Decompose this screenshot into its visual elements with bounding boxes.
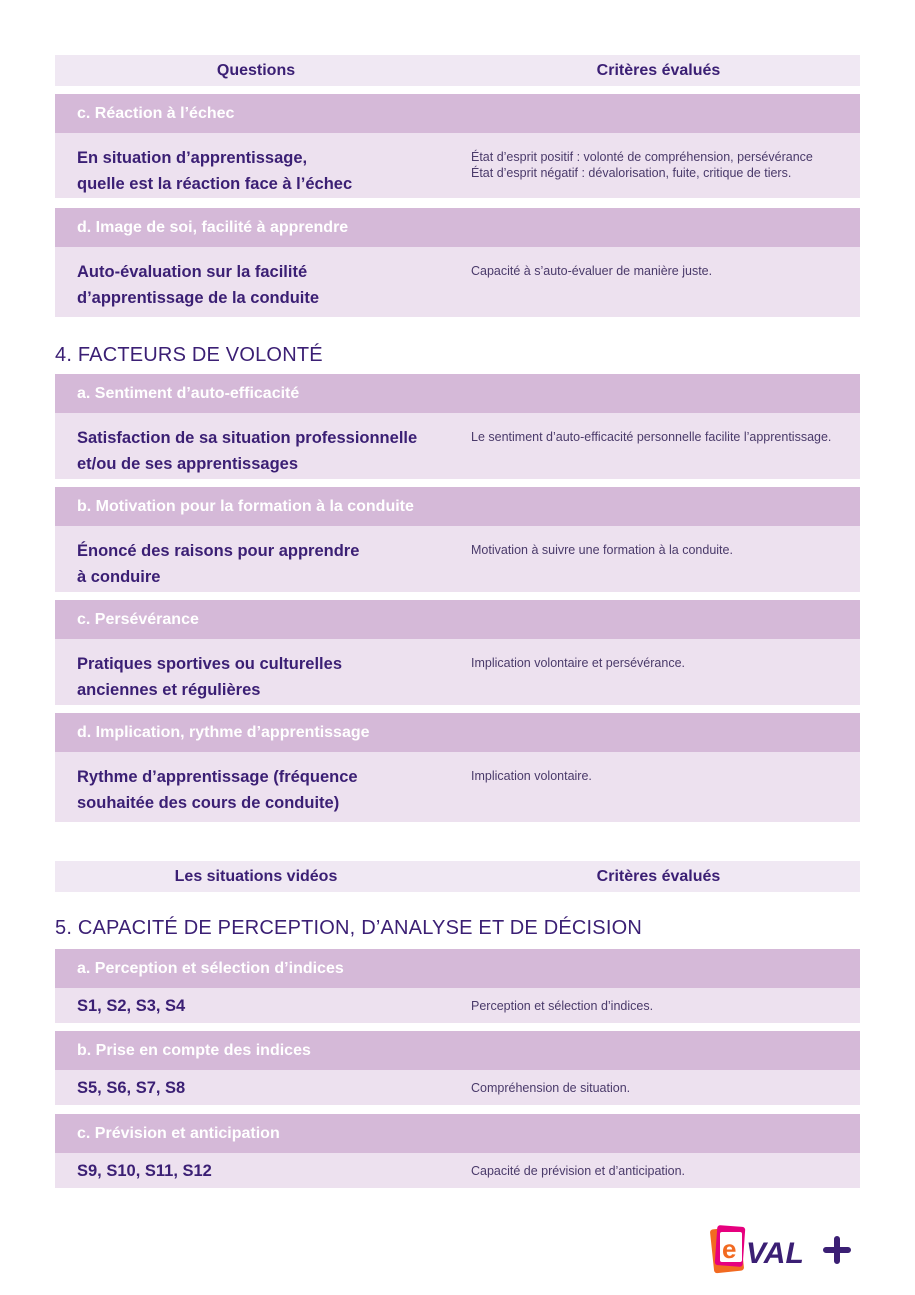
- block-perseverance: [55, 600, 860, 705]
- question-line: Satisfaction de sa situation professionnelle: [77, 429, 418, 447]
- questions-header: Questions: [216, 62, 296, 79]
- subsection-header: [55, 1114, 860, 1153]
- question-text: S9, S10, S11, S12: [77, 1162, 212, 1180]
- question-text: [77, 764, 437, 816]
- question-row: [55, 526, 860, 592]
- subsection-label: c. Persévérance: [77, 611, 199, 628]
- section-title-volonte: 4. FACTEURS DE VOLONTÉ: [55, 344, 323, 366]
- subsection-label: d. Implication, rythme d’apprentissage: [77, 724, 370, 741]
- subsection-label: a. Sentiment d’auto-efficacité: [77, 385, 300, 402]
- subsection-label: a. Perception et sélection d’indices: [77, 960, 344, 977]
- subsection-header: [55, 713, 860, 752]
- question-row: [55, 1153, 860, 1188]
- criteria-header: Critères évalués: [596, 868, 721, 885]
- section-title-perception: 5. CAPACITÉ DE PERCEPTION, D’ANALYSE ET DE DÉCISION: [55, 917, 642, 939]
- subsection-header: [55, 487, 860, 526]
- criteria-text: Motivation à suivre une formation à la conduite.: [471, 543, 733, 557]
- question-text: [77, 259, 437, 311]
- question-line: Pratiques sportives ou culturelles: [77, 655, 342, 673]
- question-text: [77, 651, 437, 703]
- criteria-text: [471, 149, 833, 181]
- question-line: à conduire: [77, 568, 161, 586]
- question-line: Énoncé des raisons pour apprendre: [77, 542, 360, 560]
- criteria-text: Capacité de prévision et d’anticipation.: [471, 1164, 686, 1178]
- question-row: [55, 247, 860, 317]
- question-text: S1, S2, S3, S4: [77, 997, 186, 1015]
- subsection-header: [55, 208, 860, 247]
- block-image-de-soi: [55, 208, 860, 317]
- question-line: et/ou de ses apprentissages: [77, 455, 299, 473]
- question-line: anciennes et régulières: [77, 681, 261, 699]
- block-perception: [55, 949, 860, 1023]
- question-text: [77, 425, 447, 477]
- criteria-line: État d’esprit positif : volonté de compréhension, persévérance: [471, 150, 813, 164]
- question-row: [55, 639, 860, 705]
- block-implication: [55, 713, 860, 822]
- question-line: Auto-évaluation sur la facilité: [77, 263, 308, 281]
- block-motivation: [55, 487, 860, 592]
- question-text: S5, S6, S7, S8: [77, 1079, 186, 1097]
- criteria-text: Implication volontaire.: [471, 769, 592, 783]
- criteria-text: Compréhension de situation.: [471, 1081, 631, 1095]
- criteria-line: État d’esprit négatif : dévalorisation, fuite, critique de tiers.: [471, 166, 792, 180]
- subsection-label: c. Réaction à l’échec: [77, 105, 235, 122]
- question-row: [55, 752, 860, 822]
- question-line: souhaitée des cours de conduite): [77, 794, 340, 812]
- block-reaction-echec: [55, 94, 860, 198]
- question-row: [55, 413, 860, 479]
- subsection-label: c. Prévision et anticipation: [77, 1125, 280, 1142]
- subsection-header: [55, 374, 860, 413]
- block-auto-efficacite: [55, 374, 860, 479]
- question-text: [77, 145, 437, 197]
- question-line: d’apprentissage de la conduite: [77, 289, 320, 307]
- subsection-label: d. Image de soi, facilité à apprendre: [77, 219, 349, 236]
- subsection-label: b. Motivation pour la formation à la conduite: [77, 498, 414, 515]
- question-row: [55, 1070, 860, 1105]
- subsection-label: b. Prise en compte des indices: [77, 1042, 311, 1059]
- question-text: [77, 538, 437, 590]
- videos-header: Les situations vidéos: [174, 868, 338, 885]
- column-header-videos: [55, 861, 860, 892]
- subsection-header: [55, 949, 860, 988]
- criteria-text: Le sentiment d’auto-efficacité personnelle facilite l’apprentissage.: [471, 430, 832, 444]
- svg-text:e: e: [722, 1234, 737, 1264]
- block-prevision: [55, 1114, 860, 1188]
- column-header: [55, 55, 860, 86]
- block-prise-en-compte: [55, 1031, 860, 1105]
- question-row: [55, 133, 860, 198]
- question-line: quelle est la réaction face à l’échec: [77, 175, 353, 193]
- subsection-header: [55, 600, 860, 639]
- svg-text:VAL: VAL: [746, 1237, 804, 1270]
- question-line: Rythme d’apprentissage (fréquence: [77, 768, 358, 786]
- subsection-header: [55, 1031, 860, 1070]
- eval-plus-logo: [708, 1222, 860, 1278]
- criteria-text: Capacité à s’auto-évaluer de manière juste.: [471, 264, 713, 278]
- question-line: En situation d’apprentissage,: [77, 149, 308, 167]
- criteria-text: Implication volontaire et persévérance.: [471, 656, 686, 670]
- criteria-header: Critères évalués: [596, 62, 721, 79]
- criteria-text: Perception et sélection d’indices.: [471, 999, 654, 1013]
- question-row: [55, 988, 860, 1023]
- subsection-header: [55, 94, 860, 133]
